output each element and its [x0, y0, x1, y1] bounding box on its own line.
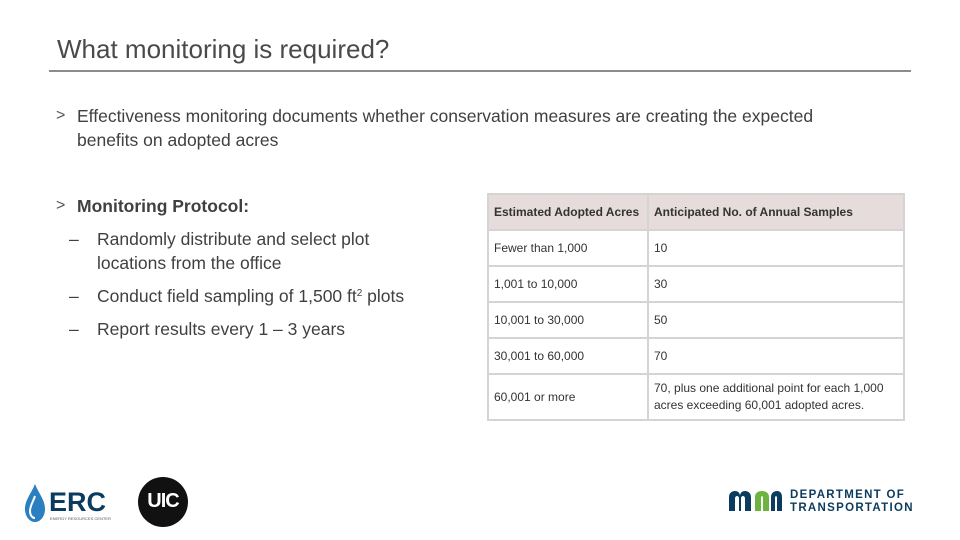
table-cell: Fewer than 1,000 [488, 230, 648, 266]
title-divider [49, 70, 911, 72]
mndot-text [790, 489, 914, 515]
table-header-cell: Estimated Adopted Acres [488, 194, 648, 230]
table-cell: 70 [648, 338, 904, 374]
table-cell: 70, plus one additional point for each 1,000 acres exceeding 60,001 adopted acres. [648, 374, 904, 420]
table-row [488, 374, 904, 420]
mndot-line1: DEPARTMENT OF [790, 489, 906, 501]
slide-title: What monitoring is required? [57, 34, 390, 64]
sampling-table [487, 193, 905, 421]
bullet-protocol-text: Monitoring Protocol: [77, 196, 250, 216]
erc-logo [22, 482, 120, 524]
bullet-protocol [56, 194, 250, 218]
table-row [488, 338, 904, 374]
sub-bullet-report [69, 317, 427, 341]
erc-logo-text: ERC [49, 487, 107, 517]
water-drop-icon [25, 484, 45, 522]
superscript: 2 [356, 288, 363, 299]
uic-logo-text: UIC [147, 490, 179, 512]
bullet-effectiveness-text: Effectiveness monitoring documents whether conservation measures are creating the expected benefits on adopted acres [77, 106, 814, 150]
table-cell: 50 [648, 302, 904, 338]
sub-bullet-report-text: Report results every 1 – 3 years [97, 319, 346, 339]
sub-bullet-random-text: Randomly distribute and select plot locations from the office [97, 229, 370, 273]
table-cell: 30 [648, 266, 904, 302]
table-cell: 10,001 to 30,000 [488, 302, 648, 338]
bullet-marker: > [56, 107, 66, 124]
table-row [488, 230, 904, 266]
mndot-logo [727, 487, 927, 517]
sub-bullet-sampling-text-end: plots [362, 286, 405, 306]
uic-logo [138, 477, 188, 527]
mndot-mark-icon [727, 489, 783, 513]
table-row [488, 266, 904, 302]
bullet-effectiveness [56, 104, 837, 152]
erc-tagline: ENERGY RESOURCES CENTER [50, 516, 111, 521]
sub-bullet-sampling-text: Conduct field sampling of 1,500 ft [97, 286, 357, 306]
table-cell: 30,001 to 60,000 [488, 338, 648, 374]
table-cell: 1,001 to 10,000 [488, 266, 648, 302]
sub-bullet-marker: – [69, 229, 79, 249]
bullet-marker: > [56, 197, 66, 214]
mndot-line2: TRANSPORTATION [790, 502, 914, 514]
sub-bullet-marker: – [69, 319, 79, 339]
table-cell: 10 [648, 230, 904, 266]
table-header-cell: Anticipated No. of Annual Samples [648, 194, 904, 230]
sub-bullet-marker: – [69, 286, 79, 306]
sub-bullet-random [69, 227, 427, 275]
table-cell: 60,001 or more [488, 374, 648, 420]
table-row [488, 302, 904, 338]
sub-bullet-sampling [69, 284, 427, 308]
table-header-row [488, 194, 904, 230]
